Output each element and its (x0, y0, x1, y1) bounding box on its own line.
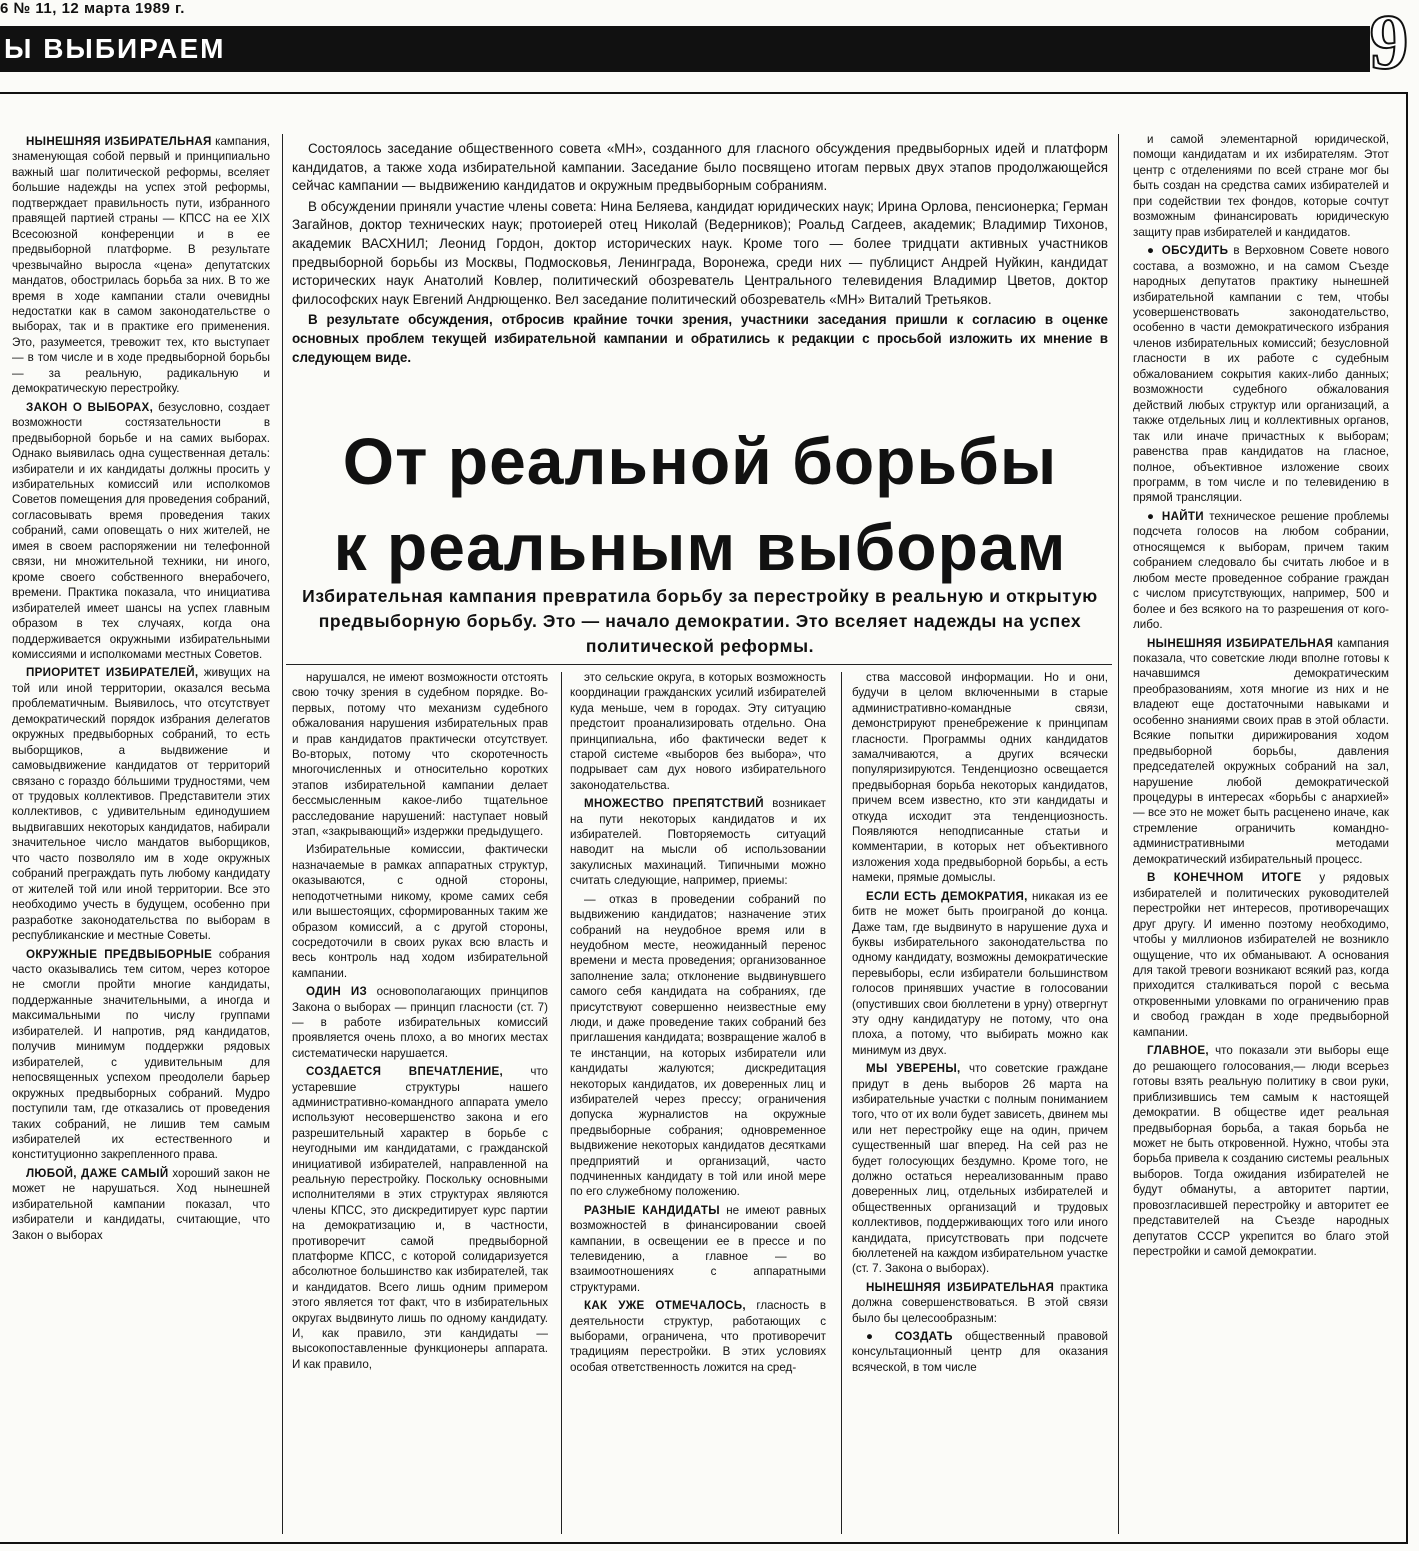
paragraph-lead: ЛЮБОЙ, ДАЖЕ САМЫЙ (26, 1166, 169, 1180)
paragraph (12, 947, 270, 1163)
paragraph-lead: НЫНЕШНЯЯ ИЗБИРАТЕЛЬНАЯ (866, 1280, 1055, 1294)
paragraph-text: живущих на той или иной территории, оказался весьма проблематичным. Выявилось, что отсутствует демократический порядок избрания делегатов окружных предвыборных собраний, то есть выборщиков, а выдвижение и самовыдвижение кандидатов от территорий связано с гораздо бо́льшими трудностями, чем от трудовых коллективов. Представители этих коллективов, с удивительным единодушием выдвигавших некоторых кандидатов, набирали значительное число мандатов выборщиков, что часто позволяло им в ходе окружных собраний преграждать путь любому кандидату от жителей той или иной территории. Все это необходимо учесть в будущем, особенно при разработке законодательства по выборам в республиканские и местные Советы. (12, 666, 270, 943)
paragraph (1133, 1043, 1389, 1259)
paragraph-lead: МНОЖЕСТВО ПРЕПЯТСТВИЙ (584, 797, 764, 811)
paragraph-lead: ГЛАВНОЕ, (1147, 1044, 1209, 1058)
paragraph-text: Избирательные комиссии, фактически назначаемые в рамках аппаратных структур, оказываются, с одной стороны, неподотчетными никому, кроме самих себя или вышестоящих, сформированных таким же образом комиссий, а с другой стороны, сосредоточили в своих руках всю власть и весь контроль над ходом избирательной кампании. (292, 843, 548, 980)
paragraph (570, 892, 826, 1200)
paragraph (292, 1064, 548, 1372)
paragraph (1133, 636, 1389, 868)
intro-block (292, 140, 1108, 369)
paragraph (852, 1280, 1108, 1326)
headline (292, 418, 1108, 590)
paragraph-text: практика должна совершенствоваться. В этой связи было бы целесообразным: (852, 1280, 1108, 1325)
intro-paragraph-1: Состоялось заседание общественного совета «МН», созданного для гласного обсуждения предвыборных идей и платформ кандидатов, а также хода избирательной кампании. Заседание было посвящено итогам первых двух этапов продолжающейся сейчас кампании — выдвижению кандидатов и окружным предвыборным собраниям. (292, 141, 1108, 194)
paragraph-text: у рядовых избирателей и политических руководителей перестройки нет интересов, противоречащих друг другу. И именно поэтому необходимо, чтобы у миллионов избирателей не возникло ощущение, что их обманывают. А основания для такой тревоги возникают всякий раз, когда приходится сталкиваться порой с весьма откровенными уловками по ограничению прав и свобод граждан в ходе предвыборной кампании. (1133, 871, 1389, 1039)
paragraph-text: — отказ в проведении собраний по выдвижению кандидатов; назначение этих собраний на неудобное время или в неудобном месте, неожиданный перенос времени и места проведения; организованное заполнение зала; отклонение выдвинувшего самого себя кандидата на собраниях, где присутствуют совершенно неизвестные ему люди, и даже проведение таких собраний без приглашения кандидата; возвращение жалоб в те инстанции, на которых избиратели или кандидаты жалуются; дискредитация некоторых кандидатов, их доверенных лиц и избирателей через прессу; ограничения допуска журналистов на окружные предвыборные собрания; одновременное выдвижение некоторых кандидатов десятками предприятий и организаций, часто подчиненных кандидату в той или иной мере по его служебному положению. (570, 892, 826, 1199)
paragraph (1133, 870, 1389, 1040)
paragraph-text: возникает на пути некоторых кандидатов и их избирателей. Повторяемость ситуаций наводит на мысли об использовании закулисных махинаций. Типичными можно считать следующие, например, приемы: (570, 797, 826, 888)
issue-line: 6 № 11, 12 марта 1989 г. (0, 0, 185, 17)
paragraph-lead: ЕСЛИ ЕСТЬ ДЕМОКРАТИЯ, (866, 889, 1028, 903)
paragraph-text: в Верховном Совете нового состава, а возможно, и на самом Съезде народных депутатов практику нынешней избирательной кампании с тем, чтобы усовершенствовать законодательство, особенно в части демократического избрания членов избирательных комиссий; безусловной гласности в их работе с судебным обжалованием сокрытия каких-либо данных; возможности судебного обжалования действий любых структур или организаций, а также отдельных лиц и коллективных органов, так или иначе причастных к выборам; равенства прав кандидатов на гласное, полное, объективное изложение своих программ, в том числе и по телевидению в прямой трансляции. (1133, 244, 1389, 505)
paragraph (1133, 243, 1389, 506)
paragraph-text: никакая из ее битв не может быть проиграной до конца. Даже там, где выдвинуто в нарушение духа и буквы избирательного законодательства по одному кандидату, возможны демократические перевыборы, если избиратели большинством голосов принявших участие в голосовании (опустивших свои бюллетени в урну) отвергнут эту одну кандидатуру не потому, что она плоха, а потому, что выбирать можно как минимум из двух. (852, 889, 1108, 1057)
intro-paragraph-2: В обсуждении приняли участие члены совета: Нина Беляева, кандидат юридических наук; Ирина Орлова, пенсионерка; Герман Загайнов, доктор технических наук; протоиерей отец Николай (Ведерников); Роальд Сагдеев, академик; Владимир Тихонов, академик ВАСХНИЛ; Леонид Гордон, доктор исторических наук. Кроме того — более тридцати активных участников предвыборной борьбы из Москвы, Подмосковья, Ленинграда, Воронежа, среди них — публицист Андрей Нуйкин, кандидат исторических наук Анатолий Ковлер, политический обозреватель Центрального телевидения Владимир Цветов, доктор философских наук Евгений Андрющенко. Вел заседание политический обозреватель «МН» Виталий Третьяков. (292, 198, 1108, 307)
paragraph-text: основополагающих принципов Закона о выборах — принцип гласности (ст. 7) — в работе избирательных комиссий проявляется очень плохо, а во многих местах систематически нарушается. (292, 985, 548, 1060)
headline-line-2: к реальным выборам (333, 510, 1067, 584)
paragraph-text: кампания показала, что советские люди вполне готовы к начавшимся демократическим преобразованиям, хотя многие из них и не владеют еще достаточными навыками и особенно знаниями своих прав в этой области. Всякие попытки дирижирования ходом предвыборной борьбы, давления председателей окружных собраний на зал, нарушение любой демократической процедуры в интересах «борьбы с анархией» — все это не может быть расценено иначе, как стремление ограничить командно-административными методами демократический избирательный процесс. (1133, 636, 1389, 866)
paragraph-text: гласность в деятельности структур, работающих с выборами, ограничена, что противоречит традициям перестройки. В этих условиях особая ответственность ложится на сред- (570, 1299, 826, 1374)
paragraph (12, 400, 270, 663)
paragraph (292, 984, 548, 1061)
paragraph (852, 670, 1108, 886)
paragraph-lead: ● ОБСУДИТЬ (1147, 244, 1229, 258)
rubric-title: Ы ВЫБИРАЕМ (4, 33, 226, 64)
paragraph (852, 1329, 1108, 1375)
right-column (1133, 132, 1389, 1532)
paragraph-lead: ОДИН ИЗ (306, 985, 368, 999)
paragraph-lead: ● НАЙТИ (1147, 509, 1204, 523)
paragraph (12, 1166, 270, 1243)
paragraph-lead: КАК УЖЕ ОТМЕЧАЛОСЬ, (584, 1299, 746, 1313)
paragraph-lead: ПРИОРИТЕТ ИЗБИРАТЕЛЕЙ, (26, 666, 199, 680)
page-number: 9 (1369, 0, 1409, 85)
paragraph (570, 1203, 826, 1295)
paragraph (852, 1061, 1108, 1277)
paragraph-text: нарушался, не имеют возможности отстоять свою точку зрения в судебном порядке. Во-первых, потому что механизм судебного обжалования нарушения избирательных прав и прав кандидатов практически отсутствует. Во-вторых, потому что скоротечность многочисленных и относительно коротких этапов избирательной кампании делает бессмысленным какое-либо тщательное расследование нарушений: наступает новый этап, «закрывающий» издержки предыдущего. (292, 671, 548, 839)
paragraph-lead: РАЗНЫЕ КАНДИДАТЫ (584, 1203, 720, 1217)
paragraph-lead: НЫНЕШНЯЯ ИЗБИРАТЕЛЬНАЯ (1147, 636, 1334, 650)
paragraph-text: общественный правовой консультационный центр для оказания всяческой, в том числе (852, 1330, 1108, 1374)
paragraph-lead: МЫ УВЕРЕНЫ, (866, 1062, 961, 1076)
paragraph-text: собрания часто оказывались тем ситом, через которое не смогли пройти многие кандидаты, поддержанные значительными, а иногда и максимальными по числу группами избирателей. И напротив, ряд кандидатов, получив минимум поддержки рядовых избирателей, с удивительным для непосвященных успехом преодолели барьер окружных предвыборных собраний. Мудро поступили там, где отказались от проведения таких собраний, не лишив тем самым избирателей их естественного и конституционно закрепленного права. (12, 947, 270, 1162)
headline-line-1: От реальной борьбы (342, 424, 1058, 498)
paragraph-lead: В КОНЕЧНОМ ИТОГЕ (1147, 871, 1302, 885)
deck-subheadline: Избирательная кампания превратила борьбу за перестройку в реальную и открытую предвыборную борьбу. Это — начало демократии. Это вселяет надежды на успех политической реформы. (302, 586, 1098, 656)
paragraph-text: что показали эти выборы еще до решающего голосования,— люди всерьез готовы взять реальную политику в свои руки, приблизившись тем самым к настоящей демократии. В обществе идет реальная предвыборная борьба, а такая борьба не может не быть откровенной. Нужно, чтобы эта борьба привела к созданию системы реальных выборов. Тогда ожидания избирателей не будут обмануты, а авторитет партии, провозгласившей перестройку и авторитет ее представителей на Съезде народных депутатов СССР укрепится во благо этой перестройки и самой демократии. (1133, 1044, 1389, 1259)
paragraph-text: техническое решение проблемы подсчета голосов на любом собрании, относящемся к выборам, причем таким собранием следовало бы считать любое и в любом месте проведенное собрание граждан с числом присутствующих, например, 500 и более и без всякого на то разрешения от кого-либо. (1133, 509, 1389, 632)
paragraph (570, 670, 826, 793)
paragraph-lead: ЗАКОН О ВЫБОРАХ, (26, 400, 154, 414)
paragraph-text: и самой элементарной юридической, помощи кандидатам и их избирателям. Этот центр с отделениями по всей стране мог бы быть создан на средства самих избирателей и при содействии тех фондов, которые сочтут возможным финансировать юридическую защиту прав избирателей и кандидатов. (1133, 133, 1389, 239)
paragraph-text: что советские граждане придут в день выборов 26 марта на избирательные участки с полным пониманием того, что от их воли будет зависеть, двинем мы или нет перестройку еще на один, причем существенный шаг вперед. На сей раз не будет голосующих бездумно. Кроме того, не должно остаться нереализованным право доверенных лиц, отдельных избирателей и общественных организаций и трудовых коллективов, поддерживающих того или иного кандидата, присутствовать при подсчете бюллетеней на каждом избирательном участке (ст. 7. Закона о выборах). (852, 1062, 1108, 1276)
paragraph (292, 670, 548, 839)
paragraph (570, 1298, 826, 1375)
intro-paragraph-3: В результате обсуждения, отбросив крайние точки зрения, участники заседания пришли к согласию в оценке основных проблем текущей избирательной кампании и обратились к редакции с просьбой изложить их мнение в следующем виде. (292, 312, 1108, 365)
paragraph (292, 842, 548, 981)
paragraph-text: безусловно, создает возможности состязательности в предвыборной борьбе и на самих выборах. Однако выявилась одна существенная деталь: избиратели и их кандидаты должны просить у избирательных комиссий или исполкомов Советов помещения для проведения собраний, согласовывать время проведения таких собраний, сами оповещать о них жителей, не имея в своем распоряжении ни телефонной связи, ни множительной техники, ни иного, кроме своего собственного внерабочего, времени. Практика показала, что инициатива избирателей имеет шансы на успех главным образом в тех случаях, когда она поддерживается окружными избирательными комиссиями и исполкомами местных Советов. (12, 400, 270, 661)
paragraph (1133, 509, 1389, 633)
paragraph-lead: ОКРУЖНЫЕ ПРЕДВЫБОРНЫЕ (26, 947, 213, 961)
column-divider (282, 134, 283, 1534)
paragraph-text: кампания, знаменующая собой первый и принципиально важный шаг политической реформы, вселяет большие надежды на успех этой реформы, подтверждает правильность пути, избранного правящей партией страны — КПСС на ее XIX Всесоюзной конференции и в ее предвыборной платформе. В результате чрезвычайно выросла «цена» депутатских мандатов, обострилась борьба за них. В то же время в ходе кампании стали очевидны недостатки как в самом законодательстве о выборах, так и в практике его применения. Это, разумеется, тревожит тех, кто выступает — в том числе и в ходе предвыборной борьбы — за реальную, радикальную и демократическую перестройку. (12, 135, 270, 396)
column-divider (1118, 134, 1119, 1534)
paragraph-text: что устаревшие структуры нашего административно-командного аппарата умело используют несовершенство закона и его разрешительный характер в борьбе с неугодными им кандидатами, с гражданской инициативой избирателей, направленной на реальную перестройку. Поскольку основными исполнителями в этих структурах являются члены КПСС, это дискредитирует курс партии на демократизацию и, в частности, противоречит самой предвыборной платформе КПСС, с которой солидаризуется абсолютное большинство как избирателей, так и кандидатов. Всего лишь одним примером этого является тот факт, что в избирательных округах выдвинуто лишь по одному кандидату. И, как правило, эти кандидаты — высокопоставленные функционеры аппарата. И как правило, (292, 1065, 548, 1371)
paragraph (570, 796, 826, 888)
article-column-3 (852, 670, 1108, 1536)
paragraph-lead: ● СОЗДАТЬ (866, 1330, 953, 1344)
paragraph (12, 134, 270, 397)
paragraph-lead: НЫНЕШНЯЯ ИЗБИРАТЕЛЬНАЯ (26, 135, 212, 148)
paragraph-text: не имеют равных возможностей в финансировании своей кампании, в освещении ее в прессе и по телевидению, а главное — во взаимоотношениях с аппаратными структурами. (570, 1203, 826, 1294)
paragraph (852, 889, 1108, 1058)
left-column (12, 134, 270, 1534)
paragraph-text: хороший закон не может не нарушаться. Ход нынешней избирательной кампании показал, что избиратели и кандидаты, считающие, что Закон о выборах (12, 1166, 270, 1242)
column-divider (841, 672, 842, 1534)
paragraph-text: ства массовой информации. Но и они, будучи в целом включенными в старые административно-командные связи, демонстрируют пренебрежение к принципам гласности. Программы одних кандидатов замалчиваются, а других всячески популяризируются. Тенденциозно освещается предвыборная борьба некоторых кандидатов, причем всем известно, кто эти кандидаты и откуда исходит эта тенденциозность. Появляются неподписанные статьи и комментарии, в которых нет объективного изложения хода предвыборной борьбы, а есть намеки, прямые домыслы. (852, 671, 1108, 885)
paragraph (12, 665, 270, 943)
paragraph-lead: СОЗДАЕТСЯ ВПЕЧАТЛЕНИЕ, (306, 1065, 504, 1079)
paragraph (1133, 132, 1389, 240)
horizontal-rule (286, 664, 1112, 665)
column-divider (561, 672, 562, 1534)
rubric-banner (0, 26, 1370, 72)
article-column-1 (292, 670, 548, 1536)
paragraph-text: это сельские округа, в которых возможность координации гражданских усилий избирателей куда меньше, чем в городах. Эту ситуацию предстоит проанализировать отдельно. Она принципиальна, ибо фактически ведет к старой системе «выборов без выбора», что подрывает сам дух нового избирательного законодательства. (570, 671, 826, 792)
article-column-2 (570, 670, 826, 1536)
